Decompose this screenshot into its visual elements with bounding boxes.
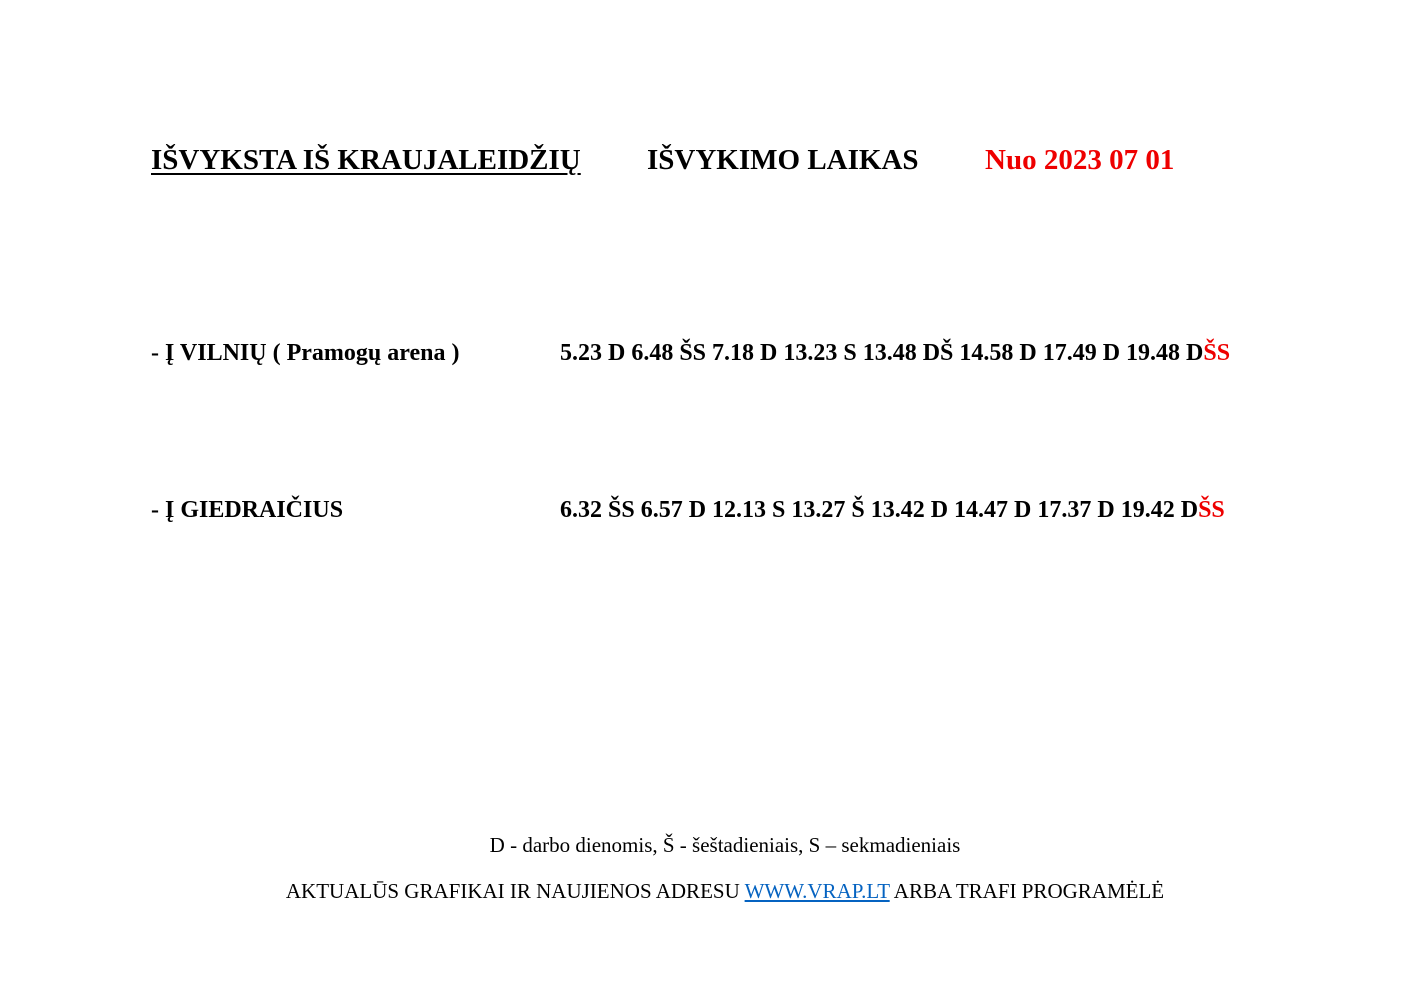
route-vilnius-times-text: 5.23 D 6.48 ŠS 7.18 D 13.23 S 13.48 DŠ 14.58 D 17.49 D 19.48 D bbox=[560, 340, 1204, 366]
route-vilnius-destination: - Į VILNIŲ ( Pramogų arena ) bbox=[151, 340, 460, 366]
route-vilnius-times-highlight: ŠS bbox=[1203, 340, 1231, 366]
info-prefix: AKTUALŪS GRAFIKAI IR NAUJIENOS ADRESU bbox=[285, 879, 745, 903]
info-line bbox=[0, 879, 1403, 904]
route-giedraiciai-destination: - Į GIEDRAIČIUS bbox=[151, 497, 344, 523]
website-link[interactable]: WWW.VRAP.LT bbox=[744, 879, 890, 903]
departure-stop-heading: IŠVYKSTA IŠ KRAUJALEIDŽIŲ bbox=[151, 144, 581, 176]
route-giedraiciai-times-highlight: ŠS bbox=[1198, 497, 1225, 523]
departure-time-heading: IŠVYKIMO LAIKAS bbox=[647, 144, 919, 176]
day-legend: D - darbo dienomis, Š - šeštadieniais, S – sekmadieniais bbox=[489, 833, 961, 857]
valid-from-date: Nuo 2023 07 01 bbox=[985, 144, 1175, 176]
route-giedraiciai-times-text: 6.32 ŠS 6.57 D 12.13 S 13.27 Š 13.42 D 14.47 D 17.37 D 19.42 D bbox=[560, 497, 1199, 523]
route-giedraiciai-times bbox=[560, 497, 1225, 524]
info-suffix: ARBA TRAFI PROGRAMĖLĖ bbox=[889, 879, 1165, 903]
route-vilnius-times bbox=[560, 340, 1230, 367]
